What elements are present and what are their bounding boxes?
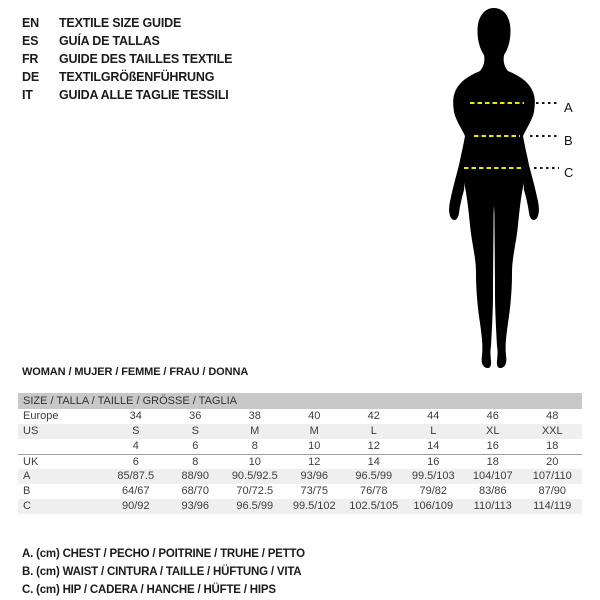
table-cell: M bbox=[309, 425, 319, 437]
lang-row-en bbox=[22, 14, 232, 32]
table-cell: 104/107 bbox=[472, 470, 513, 482]
table-cell: 20 bbox=[546, 456, 559, 468]
table-cell: 76/78 bbox=[359, 485, 388, 497]
table-cell: 99.5/103 bbox=[411, 470, 455, 482]
table-row-hip-c bbox=[18, 499, 582, 514]
lang-row-it bbox=[22, 86, 232, 104]
table-cell: 102.5/105 bbox=[349, 500, 399, 512]
table-cell: L bbox=[370, 425, 377, 437]
table-cell: M bbox=[250, 425, 260, 437]
lang-code: ES bbox=[22, 34, 39, 48]
woman-silhouette-graphic bbox=[440, 5, 600, 377]
lang-title: GUIDA ALLE TAGLIE TESSILI bbox=[59, 88, 229, 102]
table-row-chest-a bbox=[18, 469, 582, 484]
table-cell: 107/110 bbox=[532, 470, 572, 482]
table-cell: 48 bbox=[546, 410, 559, 422]
table-cell: 10 bbox=[248, 456, 261, 468]
table-cell: 87/90 bbox=[538, 485, 567, 497]
table-cell: XXL bbox=[541, 425, 563, 437]
row-label: B bbox=[23, 485, 31, 497]
table-cell: 96.5/99 bbox=[236, 500, 274, 512]
row-label: A bbox=[23, 470, 31, 482]
lang-row-fr bbox=[22, 50, 232, 68]
table-cell: 68/70 bbox=[181, 485, 210, 497]
body-measurement-figure bbox=[440, 5, 600, 377]
table-cell: 93/96 bbox=[300, 470, 329, 482]
table-cell: 12 bbox=[308, 456, 321, 468]
table-cell: 44 bbox=[427, 410, 440, 422]
lang-code: IT bbox=[22, 88, 33, 102]
table-cell: 6 bbox=[132, 456, 139, 468]
table-cell: 64/67 bbox=[121, 485, 150, 497]
legend-chest: A. (cm) CHEST / PECHO / POITRINE / TRUHE / PETTO bbox=[22, 548, 305, 560]
lang-title: TEXTILE SIZE GUIDE bbox=[59, 16, 182, 30]
row-label: Europe bbox=[23, 410, 59, 422]
table-cell: 34 bbox=[129, 410, 142, 422]
table-row-us-numeric bbox=[18, 439, 582, 454]
table-cell: S bbox=[132, 425, 140, 437]
table-row-uk bbox=[18, 454, 582, 469]
table-cell: 14 bbox=[367, 456, 380, 468]
table-cell: 90/92 bbox=[121, 500, 150, 512]
table-cell: 83/86 bbox=[478, 485, 507, 497]
table-cell: 16 bbox=[427, 456, 440, 468]
table-cell: 79/82 bbox=[419, 485, 448, 497]
lang-title: TEXTILGRÖßENFÜHRUNG bbox=[59, 70, 215, 84]
table-cell: 14 bbox=[427, 440, 440, 452]
section-title-woman: WOMAN / MUJER / FEMME / FRAU / DONNA bbox=[22, 366, 249, 378]
lang-title: GUIDE DES TAILLES TEXTILE bbox=[59, 52, 233, 66]
language-title-list bbox=[22, 14, 232, 104]
table-cell: 73/75 bbox=[300, 485, 329, 497]
measurement-legend bbox=[22, 545, 305, 599]
table-cell: 16 bbox=[486, 440, 499, 452]
row-label: UK bbox=[23, 456, 39, 468]
table-cell: 96.5/99 bbox=[355, 470, 393, 482]
table-cell: 6 bbox=[192, 440, 199, 452]
table-row-us bbox=[18, 424, 582, 439]
table-cell: 10 bbox=[308, 440, 321, 452]
table-cell: 40 bbox=[308, 410, 321, 422]
woman-silhouette bbox=[449, 8, 539, 368]
legend-hip: C. (cm) HIP / CADERA / HANCHE / HÜFTE / HIPS bbox=[22, 584, 276, 596]
table-cell: 18 bbox=[486, 456, 499, 468]
lang-row-es bbox=[22, 32, 232, 50]
table-cell: 46 bbox=[486, 410, 499, 422]
table-cell: 93/96 bbox=[181, 500, 210, 512]
legend-waist: B. (cm) WAIST / CINTURA / TAILLE / HÜFTUNG / VITA bbox=[22, 566, 302, 578]
table-cell: XL bbox=[486, 425, 500, 437]
table-cell: L bbox=[430, 425, 437, 437]
table-cell: S bbox=[191, 425, 199, 437]
table-cell: 18 bbox=[546, 440, 559, 452]
table-row-europe bbox=[18, 409, 582, 424]
lang-title: GUÍA DE TALLAS bbox=[59, 34, 160, 48]
table-cell: 36 bbox=[189, 410, 202, 422]
measure-label-c: C bbox=[564, 165, 574, 180]
table-cell: 8 bbox=[251, 440, 258, 452]
table-cell: 4 bbox=[132, 440, 139, 452]
measure-label-b: B bbox=[564, 133, 573, 148]
table-cell: 99.5/102 bbox=[292, 500, 336, 512]
lang-code: FR bbox=[22, 52, 39, 66]
lang-code: DE bbox=[22, 70, 39, 84]
table-cell: 114/119 bbox=[533, 500, 572, 512]
size-table-header: SIZE / TALLA / TAILLE / GRÖSSE / TAGLIA bbox=[18, 393, 582, 409]
measure-label-a: A bbox=[564, 100, 573, 115]
table-cell: 90.5/92.5 bbox=[231, 470, 278, 482]
row-label: C bbox=[23, 500, 31, 512]
table-cell: 106/109 bbox=[413, 500, 454, 512]
table-cell: 12 bbox=[367, 440, 380, 452]
row-label bbox=[18, 439, 106, 454]
table-row-waist-b bbox=[18, 484, 582, 499]
table-cell: 8 bbox=[192, 456, 199, 468]
lang-row-de bbox=[22, 68, 232, 86]
table-cell: 42 bbox=[367, 410, 380, 422]
table-cell: 38 bbox=[248, 410, 261, 422]
table-cell: 85/87.5 bbox=[117, 470, 155, 482]
row-label: US bbox=[23, 425, 39, 437]
table-cell: 88/90 bbox=[181, 470, 210, 482]
lang-code: EN bbox=[22, 16, 39, 30]
size-table bbox=[18, 393, 582, 514]
table-cell: 70/72.5 bbox=[236, 485, 274, 497]
table-cell: 110/113 bbox=[473, 500, 512, 512]
